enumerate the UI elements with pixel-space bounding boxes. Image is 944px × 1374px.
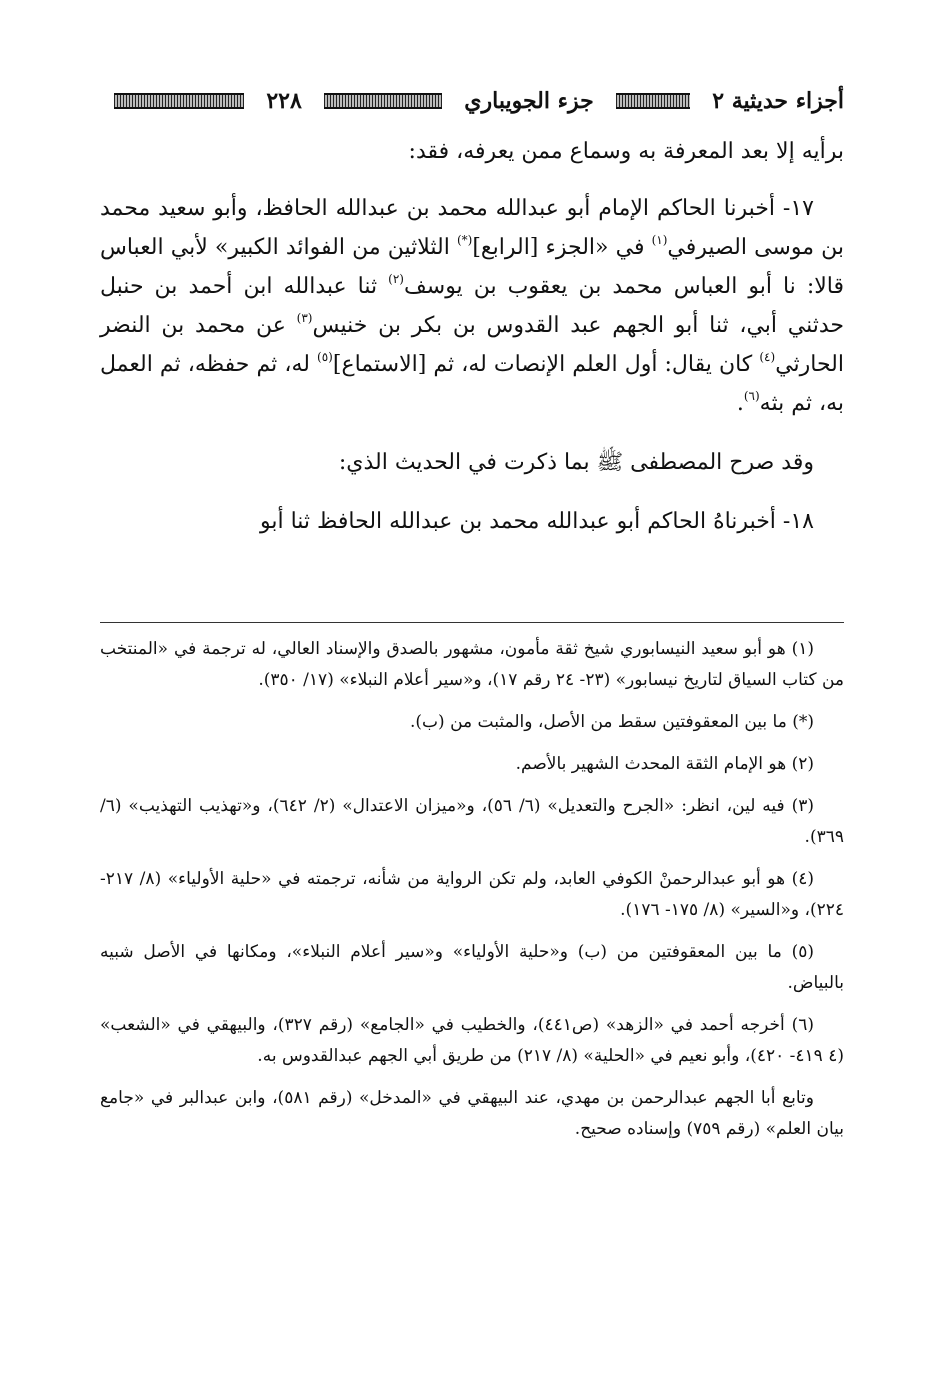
footnote-6: (٦) أخرجه أحمد في «الزهد» (ص٤٤١)، والخطيب في «الجامع» (رقم ٣٢٧)، والبيهقي في «الشعب» (٤ ٤١٩- ٤٢٠)، وأبو نعيم في «الحلية» (٨/ ٢١٧) من طريق أبي الجهم عبدالقدوس به. [100,1015,844,1066]
footnote-1: (١) هو أبو سعيد النيسابوري شيخ ثقة مأمون، مشهور بالصدق والإسناد العالي، له ترجمة في «المنتخب من كتاب السياق لتاريخ نيسابور» (٢٣- ٢٤ رقم ١٧)، و«سير أعلام النبلاء» (١٧/ ٣٥٠). [100,639,844,690]
footnote-ref-3[interactable]: (٣) [296,311,313,325]
text-run: . [736,391,744,416]
footnote-ref-star[interactable]: (*) [456,233,473,247]
header-rule-right [616,93,690,109]
text-run: ١٧- أخبرنا الحاكم الإمام أبو عبدالله محمد بن عبدالله الحافظ، وأبو سعيد محمد بن موسى الصيرفي [100,196,844,260]
footnote-2: (٢) هو الإمام الثقة المحدث الشهير بالأصم. [515,754,814,774]
text-run: كان يقال: أول العلم الإنصات له، ثم [الاستماع] [332,352,760,377]
text-run: عن محمد بن النضر الحارثي [100,313,844,377]
footnotes [100,634,844,1156]
header-rule-middle [324,93,442,109]
footnote-separator [100,622,844,623]
footnote-6-continued: وتابع أبا الجهم عبدالرحمن بن مهدي، عند البيهقي في «المدخل» (رقم ٥٨١)، وابن عبدالبر في «جامع بيان العلم» (رقم ٧٥٩) وإسناده صحيح. [100,1088,844,1139]
chapter-title: جزء الجويباري [464,88,594,114]
page-number: ٢٢٨ [266,88,302,114]
footnote-3: (٣) فيه لين، انظر: «الجرح والتعديل» (٦/ ٥٦)، و«ميزان الاعتدال» (٢/ ٦٤٢)، و«تهذيب التهذيب» (٦/ ٣٦٩). [100,796,844,847]
paragraph-hadith-18: ١٨- أخبرناهُ الحاكم أبو عبدالله محمد بن عبدالله الحافظ ثنا أبو [259,509,814,534]
footnote-5: (٥) ما بين المعقوفتين من (ب) و«حلية الأولياء» و«سير أعلام النبلاء»، ومكانها في الأصل شبيه بالبياض. [100,942,844,993]
header-rule-left [114,93,244,109]
footnote-4: (٤) هو أبو عبدالرحمنْ الكوفي العابد، ولم تكن الرواية من شأنه، ترجمته في «حلية الأولياء» (٨/ ٢١٧- ٢٢٤)، و«السير» (٨/ ١٧٥- ١٧٦). [100,869,844,920]
text-run: في «الجزء [الرابع] [472,235,652,260]
main-text [100,132,844,541]
running-header [108,84,844,118]
footnote-ref-5[interactable]: (٥) [317,350,333,364]
text-run: الثلاثين من الفوائد الكبير» لأبي العباس قالا: نا أبو العباس محمد بن يعقوب بن يوسف [100,235,844,299]
paragraph-statement: وقد صرح المصطفى ﷺ بما ذكرت في الحديث الذي: [338,450,814,475]
footnote-ref-1[interactable]: (١) [651,233,668,247]
paragraph-hadith-17 [100,189,844,423]
footnote-ref-2[interactable]: (٢) [388,272,404,286]
footnote-star: (*) ما بين المعقوفتين سقط من الأصل، والمثبت من (ب). [410,712,814,732]
text-run: له، ثم حفظه، ثم العمل به، ثم بثه [100,352,844,416]
text-run: ثنا عبدالله ابن أحمد بن حنبل حدثني أبي، ثنا أبو الجهم عبد القدوس بن بكر بن خنيس [100,274,845,338]
footnote-ref-6[interactable]: (٦) [743,389,760,403]
footnote-ref-4[interactable]: (٤) [759,350,776,364]
volume-title: أجزاء حديثية ٢ [712,88,844,114]
paragraph-continuation: برأيه إلا بعد المعرفة به وسماع ممن يعرفه، فقد: [408,139,844,164]
